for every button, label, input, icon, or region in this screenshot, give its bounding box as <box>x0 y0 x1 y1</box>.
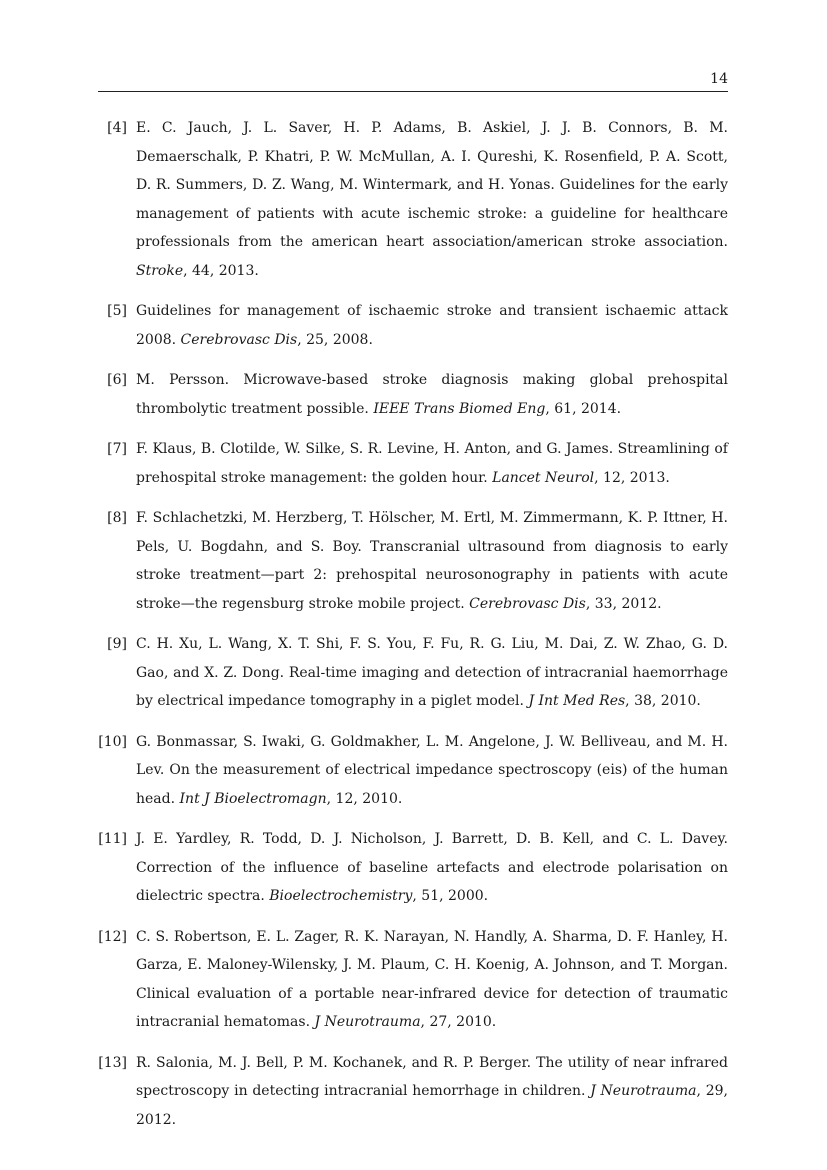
reference-label: [5] <box>107 303 127 319</box>
reference-text: G. Bonmassar, S. Iwaki, G. Goldmakher, L. M. Angelone, J. W. Belliveau, and M. H. Lev. On the measurement of electrical impedance spectroscopy (eis) of the human head. <box>136 733 728 807</box>
reference-journal: J Neurotrauma <box>314 1014 421 1030</box>
reference-tail: , 44, 2013. <box>183 262 259 279</box>
reference-item <box>98 728 728 814</box>
reference-tail: , 27, 2010. <box>420 1014 497 1030</box>
reference-journal: Int J Bioelectromagn <box>179 790 327 807</box>
reference-tail: , 33, 2012. <box>585 595 662 612</box>
reference-tail: , 12, 2010. <box>326 790 403 807</box>
reference-label: [9] <box>107 636 127 652</box>
reference-text: M. Persson. Microwave-based stroke diagnosis making global prehospital thrombolytic treatment possible. <box>136 372 728 417</box>
reference-list <box>98 114 728 1146</box>
reference-text: F. Schlachetzki, M. Herzberg, T. Hölscher, M. Ertl, M. Zimmermann, K. P. Ittner, H. Pels, U. Bogdahn, and S. Boy. Transcranial ultrasound from diagnosis to early stroke treatment—part 2: prehospital neurosonography in patients with acute stroke—the regensburg stroke mobile project. <box>136 510 728 612</box>
reference-journal: J Neurotrauma <box>590 1083 697 1099</box>
reference-item <box>98 1049 728 1135</box>
reference-label: [13] <box>98 1054 127 1071</box>
reference-text: C. H. Xu, L. Wang, X. T. Shi, F. S. You, F. Fu, R. G. Liu, M. Dai, Z. W. Zhao, G. D. Gao, and X. Z. Dong. Real-time imaging and detection of intracranial haemorrhage by electrical impedance tomography in a piglet model. <box>136 636 728 709</box>
reference-journal: Lancet Neurol <box>492 469 595 486</box>
reference-journal: Cerebrovasc Dis <box>469 595 586 612</box>
reference-label: [11] <box>98 831 127 847</box>
reference-item <box>98 435 728 492</box>
reference-tail: , 38, 2010. <box>625 693 701 709</box>
reference-journal: Bioelectrochemistry <box>269 888 413 904</box>
reference-text: C. S. Robertson, E. L. Zager, R. K. Narayan, N. Handly, A. Sharma, D. F. Hanley, H. Garza, E. Maloney-Wilensky, J. M. Plaum, C. H. Koenig, A. Johnson, and T. Morgan. Clinical evaluation of a portable near-infrared device for detection of traumatic intracranial hematomas. <box>136 928 728 1030</box>
reference-tail: , 12, 2013. <box>594 469 670 486</box>
reference-text: R. Salonia, M. J. Bell, P. M. Kochanek, and R. P. Berger. The utility of near infrared spectroscopy in detecting intracranial hemorrhage in children. <box>136 1054 728 1099</box>
reference-text: J. E. Yardley, R. Todd, D. J. Nicholson, J. Barrett, D. B. Kell, and C. L. Davey. Correction of the influence of baseline artefacts and electrode polarisation on dielectric spectra. <box>136 831 728 904</box>
reference-text: E. C. Jauch, J. L. Saver, H. P. Adams, B. Askiel, J. J. B. Connors, B. M. Demaerschalk, P. Khatri, P. W. McMullan, A. I. Qureshi, K. Rosenfield, P. A. Scott, D. R. Summers, D. Z. Wang, M. Wintermark, and H. Yonas. Guidelines for the early management of patients with acute ischemic stroke: a guideline for healthcare professionals from the american heart association/american stroke association. <box>136 120 728 250</box>
reference-item <box>98 114 728 285</box>
reference-item <box>98 630 728 716</box>
reference-tail: , 29, 2012. <box>136 1083 728 1128</box>
reference-tail: , 61, 2014. <box>545 400 622 417</box>
reference-label: [10] <box>98 733 127 750</box>
reference-text: Guidelines for management of ischaemic stroke and transient ischaemic attack 2008. <box>136 303 728 348</box>
reference-tail: , 25, 2008. <box>297 331 373 348</box>
reference-label: [7] <box>107 441 127 457</box>
reference-item <box>98 504 728 618</box>
reference-item <box>98 366 728 423</box>
reference-label: [4] <box>107 120 127 136</box>
reference-text: F. Klaus, B. Clotilde, W. Silke, S. R. Levine, H. Anton, and G. James. Streamlining of prehospital stroke management: the golden hour. <box>136 441 728 486</box>
reference-label: [12] <box>98 928 127 945</box>
reference-journal: Cerebrovasc Dis <box>180 331 298 348</box>
reference-item <box>98 825 728 911</box>
reference-journal: J Int Med Res <box>528 693 626 709</box>
reference-journal: Stroke <box>136 262 184 279</box>
reference-item <box>98 297 728 354</box>
reference-item <box>98 923 728 1037</box>
reference-label: [8] <box>107 510 127 526</box>
reference-journal: IEEE Trans Biomed Eng <box>373 400 546 417</box>
header-rule <box>98 91 728 92</box>
reference-label: [6] <box>107 372 127 388</box>
reference-tail: , 51, 2000. <box>412 888 489 904</box>
page-number: 14 <box>710 71 728 87</box>
